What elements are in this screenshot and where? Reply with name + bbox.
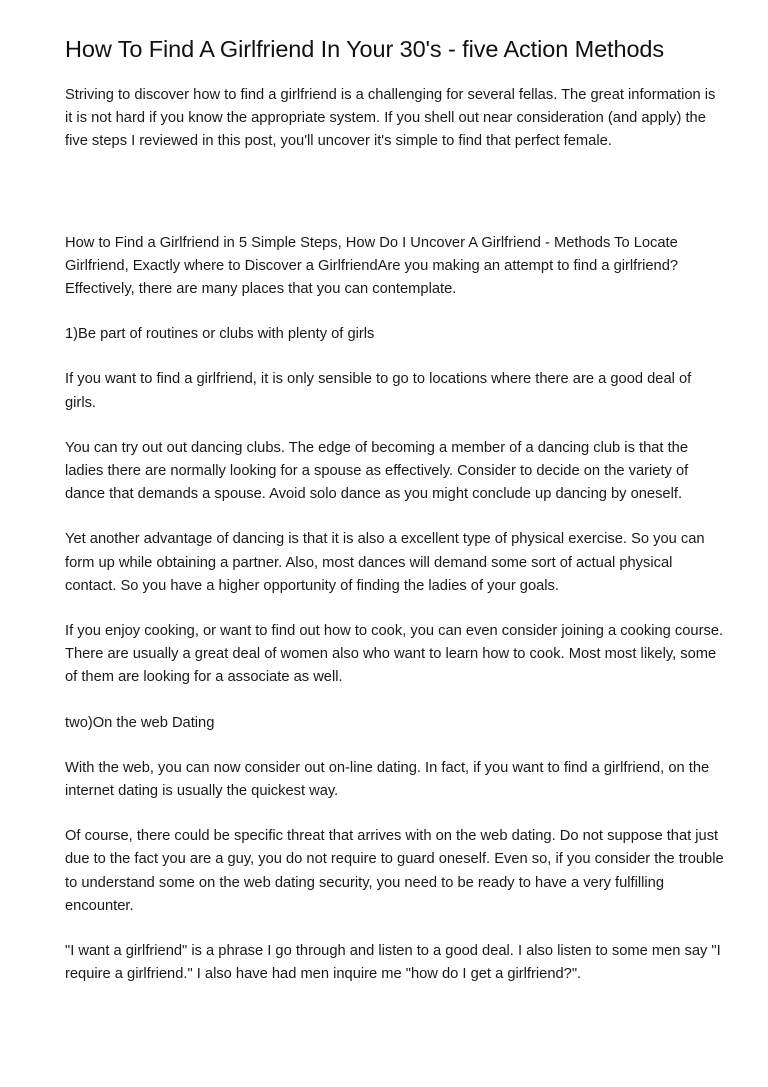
body-paragraph: With the web, you can now consider out on-line dating. In fact, if you want to find a girlfriend, on the internet dating is usually the quickest way. (65, 759, 710, 800)
body-paragraph: Yet another advantage of dancing is that it is also a excellent type of physical exercise. So you can form up while obtaining a partner. Also, most dances will demand some sort of actual physical contact. So you have a higher opportunity of finding the ladies of your goals. (65, 531, 705, 594)
section-heading: 1)Be part of routines or clubs with plenty of girls (65, 326, 375, 343)
body-paragraph: If you enjoy cooking, or want to find out how to cook, you can even consider joining a cooking course. There are usually a great deal of women also who want to learn how to cook. Most most likely, some of them are looking for a associate as well. (65, 623, 724, 686)
body-paragraph: If you want to find a girlfriend, it is only sensible to go to locations where there are a good deal of girls. (65, 371, 692, 411)
body-paragraph: Of course, there could be specific threat that arrives with on the web dating. Do not suppose that just due to the fact you are a guy, you do not require to guard oneself. Even so, if you consider the trouble to understand some on the web dating security, you need to be ready to have a very fulfilling encounter. (65, 828, 724, 914)
section-heading: two)On the web Dating (65, 714, 215, 731)
document-page (65, 34, 725, 986)
intro-paragraph: Striving to discover how to find a girlfriend is a challenging for several fellas. The great information is it is not hard if you know the appropriate system. If you shell out near consideration (and apply) the five steps I reviewed in this post, you'll uncover it's simple to find that perfect female. (65, 87, 716, 150)
body-paragraph: "I want a girlfriend" is a phrase I go through and listen to a good deal. I also listen to some men say "I require a girlfriend." I also have had men inquire me "how do I get a girlfriend?". (65, 943, 721, 983)
document-title: How To Find A Girlfriend In Your 30's - five Action Methods (65, 36, 665, 62)
body-paragraph: How to Find a Girlfriend in 5 Simple Steps, How Do I Uncover A Girlfriend - Methods To Locate Girlfriend, Exactly where to Discover a GirlfriendAre you making an attempt to find a girlfriend? Effectively, there are many places that you can contemplate. (65, 234, 679, 298)
body-paragraph: You can try out out dancing clubs. The edge of becoming a member of a dancing club is that the ladies there are normally looking for a spouse as effectively. Consider to decide on the variety of dance that demands a spouse. Avoid solo dance as you might conclude up dancing by oneself. (65, 439, 689, 503)
